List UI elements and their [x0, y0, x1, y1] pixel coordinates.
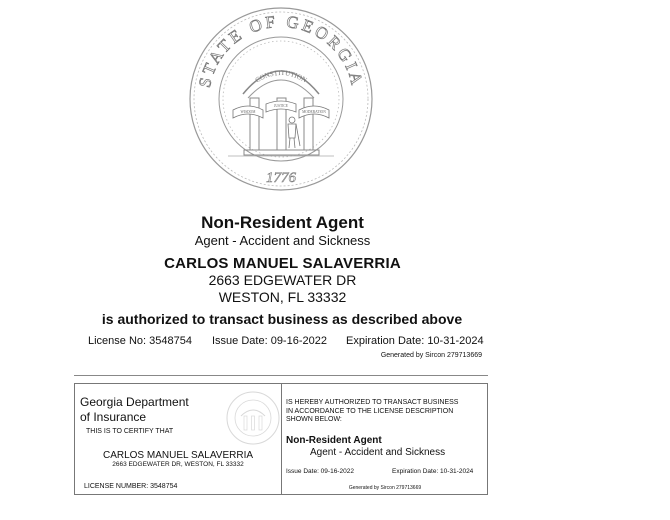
seal-year: 1776 — [266, 170, 296, 186]
authorization-statement: is authorized to transact business as described above — [101, 311, 463, 327]
generated-by: Generated by Sircon 279713669 — [380, 352, 482, 359]
mini-seal-watermark — [225, 390, 281, 446]
seal-banner-right: MODERATION — [302, 110, 326, 114]
seal-banner-left: WISDOM — [240, 110, 256, 114]
authorization-note-line3: SHOWN BELOW: — [286, 416, 342, 423]
seal-banner-center: JUSTICE — [274, 104, 288, 108]
card-license-type: Non-Resident Agent — [286, 435, 382, 446]
georgia-state-seal — [188, 6, 374, 192]
card-address: 2663 EDGEWATER DR, WESTON, FL 33332 — [112, 461, 244, 468]
card-issue-date: Issue Date: 09-16-2022 — [286, 468, 354, 475]
authorization-note-line2: IN ACCORDANCE TO THE LICENSE DESCRIPTION — [286, 407, 454, 415]
license-type: Non-Resident Agent — [201, 213, 364, 232]
card-line-of-authority: Agent - Accident and Sickness — [310, 447, 446, 458]
card-expiration-date: Expiration Date: 10-31-2024 — [392, 468, 474, 475]
licensee-name: CARLOS MANUEL SALAVERRIA — [164, 255, 401, 272]
wallet-card-right — [282, 384, 488, 494]
divider — [74, 375, 488, 376]
card-license-number: LICENSE NUMBER: 3548754 — [84, 483, 178, 490]
department-name — [80, 395, 189, 425]
license-number: License No: 3548754 — [88, 335, 192, 347]
authorization-note — [286, 399, 486, 425]
seal-ring-text: STATE OF GEORGIA — [194, 11, 368, 90]
card-licensee-name: CARLOS MANUEL SALAVERRIA — [102, 450, 254, 461]
address-line2: WESTON, FL 33332 — [218, 289, 347, 305]
wallet-card-left — [75, 384, 282, 494]
department-line1: Georgia Department — [80, 395, 189, 409]
authorization-note-line1: IS HEREBY AUTHORIZED TO TRANSACT BUSINESS — [286, 399, 459, 406]
department-line2: of Insurance — [80, 410, 147, 424]
seal-arch-text: CONSTITUTION — [253, 68, 309, 85]
wallet-card — [74, 383, 488, 495]
expiration-date: Expiration Date: 10-31-2024 — [346, 335, 484, 347]
certify-text: THIS IS TO CERTIFY THAT — [86, 428, 174, 435]
line-of-authority: Agent - Accident and Sickness — [194, 233, 371, 248]
issue-date: Issue Date: 09-16-2022 — [212, 335, 327, 347]
card-generated-by: Generated by Sircon 279713669 — [348, 485, 422, 491]
address-line1: 2663 EDGEWATER DR — [208, 272, 357, 288]
